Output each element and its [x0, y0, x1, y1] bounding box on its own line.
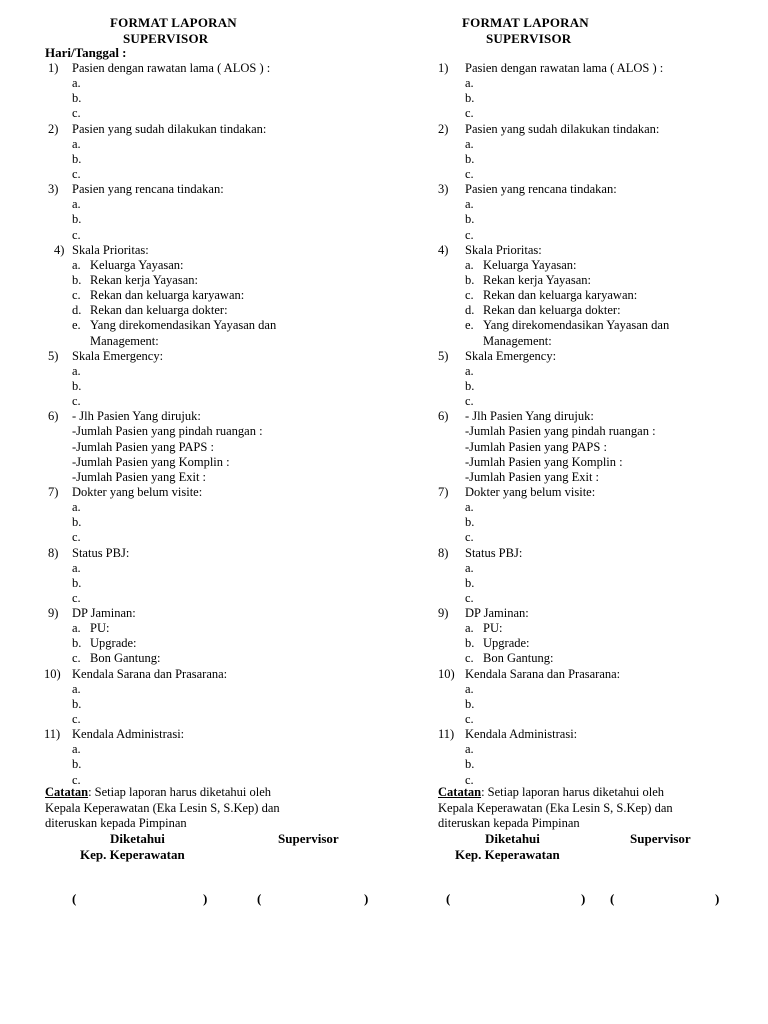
question-text: Status PBJ: — [465, 545, 523, 560]
question-item — [392, 485, 768, 500]
answer-text: Upgrade: — [483, 636, 530, 651]
question-text: Dokter yang belum visite: — [465, 484, 596, 499]
answer-letter: b. — [465, 636, 475, 651]
answer-text: Management: — [483, 333, 552, 348]
answer-text: Yang direkomendasikan Yayasan dan — [483, 318, 670, 333]
answer-letter: c. — [72, 590, 81, 605]
answer-letter: d. — [465, 303, 475, 318]
answer-line — [392, 152, 768, 167]
answer-letter: a. — [465, 742, 474, 757]
answer-line — [0, 394, 384, 409]
question-text: Pasien dengan rawatan lama ( ALOS ) : — [465, 61, 664, 75]
answer-letter: b. — [72, 575, 82, 590]
answer-line — [392, 212, 768, 227]
answer-line — [392, 258, 768, 273]
question-item — [392, 182, 768, 197]
question-number: 5) — [48, 348, 59, 363]
note-text: : Setiap laporan harus diketahui oleh — [88, 785, 271, 799]
answer-letter: c. — [465, 651, 474, 666]
answer-letter: c. — [465, 166, 474, 181]
answer-letter: a. — [465, 621, 474, 636]
question-item — [0, 243, 384, 258]
answer-letter: b. — [465, 151, 475, 166]
answer-line — [392, 228, 768, 243]
answer-line — [0, 591, 384, 606]
count-line — [0, 455, 384, 470]
answer-line — [392, 394, 768, 409]
signature-slot-close: ) — [581, 891, 586, 906]
answer-line — [0, 76, 384, 91]
answer-letter: d. — [72, 303, 82, 318]
answer-text: Rekan dan keluarga karyawan: — [483, 288, 638, 303]
question-text: Pasien dengan rawatan lama ( ALOS ) : — [72, 61, 271, 75]
answer-line — [0, 712, 384, 727]
signature-slot-close: ) — [715, 891, 720, 906]
answer-letter: c. — [465, 712, 474, 727]
answer-letter: b. — [72, 272, 82, 287]
question-number: 6) — [48, 409, 59, 424]
answer-letter: b. — [465, 696, 475, 711]
question-text: Dokter yang belum visite: — [72, 484, 203, 499]
answer-line — [392, 76, 768, 91]
question-number: 1) — [48, 61, 59, 75]
answer-line — [0, 561, 384, 576]
question-item — [392, 667, 768, 682]
answer-line — [0, 228, 384, 243]
answer-letter: a. — [72, 621, 81, 636]
note-text: diteruskan kepada Pimpinan — [438, 816, 580, 830]
answer-line — [392, 682, 768, 697]
count-text: -Jumlah Pasien yang Exit : — [465, 469, 600, 484]
answer-line — [0, 500, 384, 515]
answer-text: Upgrade: — [90, 636, 137, 651]
question-text: Kendala Sarana dan Prasarana: — [72, 666, 228, 681]
answer-line — [0, 152, 384, 167]
question-item — [392, 61, 768, 76]
answer-line — [0, 651, 384, 666]
answer-line — [392, 742, 768, 757]
answer-letter: a. — [465, 500, 474, 515]
question-item — [0, 182, 384, 197]
answer-line — [392, 530, 768, 545]
answer-letter: c. — [72, 288, 81, 303]
count-text: -Jumlah Pasien yang pindah ruangan : — [72, 424, 263, 439]
answer-line — [0, 137, 384, 152]
count-text: -Jumlah Pasien yang Exit : — [72, 469, 207, 484]
count-line — [392, 455, 768, 470]
answer-letter: a. — [465, 76, 474, 91]
answer-text: Management: — [90, 333, 159, 348]
answer-line — [0, 167, 384, 182]
question-number: 9) — [48, 606, 59, 621]
answer-text: Rekan dan keluarga karyawan: — [90, 288, 245, 303]
question-number: 2) — [438, 121, 449, 136]
answer-line — [0, 621, 384, 636]
answer-line — [0, 757, 384, 772]
answer-letter: a. — [72, 500, 81, 515]
answer-line — [0, 515, 384, 530]
question-number: 8) — [438, 545, 449, 560]
answer-line — [0, 334, 384, 349]
answer-line — [392, 636, 768, 651]
date-field-label: Hari/Tanggal : — [45, 45, 127, 60]
answer-text: Bon Gantung: — [90, 651, 161, 666]
note-label: Catatan — [438, 785, 482, 799]
signature-slot-open: ( — [446, 891, 451, 906]
answer-text: Keluarga Yayasan: — [90, 257, 184, 272]
question-item — [0, 122, 384, 137]
answer-letter: b. — [465, 378, 475, 393]
answer-text: Rekan dan keluarga dokter: — [483, 303, 621, 318]
answer-line — [0, 303, 384, 318]
count-line — [0, 440, 384, 455]
question-number: 10) — [44, 666, 61, 681]
question-number: 3) — [438, 182, 449, 197]
answer-letter: c. — [465, 772, 474, 787]
signature-slot-open: ( — [72, 891, 77, 906]
answer-line — [392, 303, 768, 318]
question-text: Kendala Sarana dan Prasarana: — [465, 666, 621, 681]
answer-line — [392, 273, 768, 288]
answer-letter: c. — [465, 106, 474, 121]
answer-letter: b. — [72, 378, 82, 393]
question-number: 6) — [438, 409, 449, 424]
question-number: 10) — [438, 666, 455, 681]
question-number: 4) — [438, 242, 449, 257]
question-text: - Jlh Pasien Yang dirujuk: — [72, 409, 201, 424]
question-item — [392, 349, 768, 364]
answer-text: Bon Gantung: — [483, 651, 554, 666]
answer-text: Rekan dan keluarga dokter: — [90, 303, 228, 318]
question-number: 11) — [438, 727, 455, 742]
answer-line — [0, 364, 384, 379]
count-line — [392, 424, 768, 439]
signature-slot-close: ) — [364, 891, 369, 906]
answer-line — [392, 364, 768, 379]
answer-letter: e. — [72, 318, 81, 333]
question-item — [392, 409, 768, 424]
answer-letter: a. — [465, 197, 474, 212]
question-list — [0, 61, 384, 788]
note-text: diteruskan kepada Pimpinan — [45, 816, 187, 830]
acknowledged-label: Diketahui — [110, 831, 165, 846]
answer-text: Rekan kerja Yayasan: — [483, 272, 591, 287]
form-title: FORMAT LAPORAN — [110, 15, 237, 30]
question-item — [0, 606, 384, 621]
form-title: FORMAT LAPORAN — [462, 15, 589, 30]
answer-letter: b. — [465, 272, 475, 287]
answer-letter: b. — [72, 515, 82, 530]
answer-letter: a. — [72, 681, 81, 696]
form-subtitle: SUPERVISOR — [486, 31, 572, 46]
question-number: 7) — [48, 484, 59, 499]
answer-letter: a. — [465, 257, 474, 272]
question-item — [0, 667, 384, 682]
question-number: 5) — [438, 348, 449, 363]
question-item — [0, 546, 384, 561]
question-number: 9) — [438, 606, 449, 621]
answer-line — [392, 288, 768, 303]
answer-line — [392, 621, 768, 636]
note-text: : Setiap laporan harus diketahui oleh — [481, 785, 664, 799]
answer-line — [0, 682, 384, 697]
answer-line — [0, 258, 384, 273]
answer-text: Keluarga Yayasan: — [483, 257, 577, 272]
supervisor-label: Supervisor — [278, 831, 339, 846]
supervisor-label: Supervisor — [630, 831, 691, 846]
answer-letter: a. — [72, 76, 81, 91]
question-item — [0, 727, 384, 742]
question-number: 2) — [48, 121, 59, 136]
question-number: 1) — [438, 61, 449, 75]
answer-text: PU: — [483, 621, 503, 636]
answer-letter: b. — [72, 636, 82, 651]
answer-letter: a. — [465, 136, 474, 151]
answer-letter: c. — [72, 394, 81, 409]
note-label: Catatan — [45, 785, 89, 799]
answer-letter: a. — [72, 560, 81, 575]
question-list — [392, 61, 768, 788]
answer-line — [392, 167, 768, 182]
answer-line — [392, 318, 768, 333]
question-number: 11) — [44, 727, 61, 742]
question-text: Pasien yang sudah dilakukan tindakan: — [465, 121, 660, 136]
question-item — [0, 409, 384, 424]
answer-line — [392, 379, 768, 394]
head-nurse-label: Kep. Keperawatan — [455, 847, 560, 862]
note-text: Kepala Keperawatan (Eka Lesin S, S.Kep) dan — [438, 800, 673, 815]
answer-line — [392, 697, 768, 712]
note-block — [45, 785, 365, 832]
question-text: Kendala Administrasi: — [465, 727, 578, 742]
answer-letter: b. — [72, 696, 82, 711]
answer-line — [0, 197, 384, 212]
count-line — [0, 424, 384, 439]
answer-line — [392, 561, 768, 576]
acknowledged-label: Diketahui — [485, 831, 540, 846]
answer-letter: b. — [465, 91, 475, 106]
question-text: Pasien yang rencana tindakan: — [465, 182, 617, 197]
signature-slot-close: ) — [203, 891, 208, 906]
answer-letter: b. — [465, 212, 475, 227]
answer-line — [0, 636, 384, 651]
answer-letter: a. — [465, 560, 474, 575]
answer-letter: a. — [465, 363, 474, 378]
answer-line — [392, 591, 768, 606]
question-text: Skala Prioritas: — [72, 242, 149, 257]
note-text: Kepala Keperawatan (Eka Lesin S, S.Kep) dan — [45, 800, 280, 815]
question-text: Pasien yang rencana tindakan: — [72, 182, 224, 197]
answer-line — [0, 742, 384, 757]
question-number: 8) — [48, 545, 59, 560]
answer-letter: c. — [465, 530, 474, 545]
head-nurse-label: Kep. Keperawatan — [80, 847, 185, 862]
answer-letter: a. — [465, 681, 474, 696]
answer-line — [0, 379, 384, 394]
count-line — [392, 440, 768, 455]
answer-letter: b. — [72, 757, 82, 772]
count-text: -Jumlah Pasien yang PAPS : — [72, 439, 214, 454]
question-number: 4) — [54, 242, 65, 257]
answer-line — [392, 515, 768, 530]
question-text: Skala Prioritas: — [465, 242, 542, 257]
answer-letter: c. — [72, 712, 81, 727]
answer-letter: b. — [72, 212, 82, 227]
answer-letter: c. — [72, 227, 81, 242]
answer-letter: c. — [72, 166, 81, 181]
answer-line — [392, 137, 768, 152]
answer-letter: c. — [465, 394, 474, 409]
question-item — [392, 546, 768, 561]
answer-text: Yang direkomendasikan Yayasan dan — [90, 318, 277, 333]
question-text: - Jlh Pasien Yang dirujuk: — [465, 409, 594, 424]
question-text: Skala Emergency: — [465, 348, 557, 363]
answer-line — [392, 576, 768, 591]
note-block — [438, 785, 758, 832]
answer-line — [392, 500, 768, 515]
question-item — [392, 727, 768, 742]
question-item — [392, 606, 768, 621]
answer-line — [0, 273, 384, 288]
answer-line — [0, 288, 384, 303]
answer-letter: a. — [72, 197, 81, 212]
answer-line — [392, 197, 768, 212]
answer-line — [0, 576, 384, 591]
answer-line — [0, 530, 384, 545]
count-text: -Jumlah Pasien yang Komplin : — [72, 454, 230, 469]
question-item — [0, 61, 384, 76]
answer-letter: b. — [72, 91, 82, 106]
answer-line — [0, 106, 384, 121]
question-text: Pasien yang sudah dilakukan tindakan: — [72, 121, 267, 136]
answer-letter: b. — [72, 151, 82, 166]
answer-letter: a. — [72, 742, 81, 757]
question-item — [392, 243, 768, 258]
question-text: Kendala Administrasi: — [72, 727, 185, 742]
answer-letter: b. — [465, 575, 475, 590]
answer-line — [392, 651, 768, 666]
answer-letter: a. — [72, 363, 81, 378]
count-line — [0, 470, 384, 485]
answer-text: Rekan kerja Yayasan: — [90, 272, 198, 287]
answer-line — [0, 212, 384, 227]
answer-line — [392, 757, 768, 772]
question-item — [0, 349, 384, 364]
answer-letter: a. — [72, 257, 81, 272]
answer-text: PU: — [90, 621, 110, 636]
answer-line — [392, 106, 768, 121]
signature-slot-open: ( — [610, 891, 615, 906]
count-line — [392, 470, 768, 485]
answer-line — [0, 697, 384, 712]
form-subtitle: SUPERVISOR — [123, 31, 209, 46]
count-text: -Jumlah Pasien yang PAPS : — [465, 439, 607, 454]
signature-slot-open: ( — [257, 891, 262, 906]
answer-line — [392, 334, 768, 349]
question-item — [392, 122, 768, 137]
count-text: -Jumlah Pasien yang pindah ruangan : — [465, 424, 656, 439]
answer-line — [392, 91, 768, 106]
answer-letter: c. — [72, 530, 81, 545]
answer-line — [0, 91, 384, 106]
answer-letter: c. — [465, 590, 474, 605]
answer-line — [392, 712, 768, 727]
question-item — [0, 485, 384, 500]
answer-letter: c. — [72, 651, 81, 666]
count-text: -Jumlah Pasien yang Komplin : — [465, 454, 623, 469]
answer-letter: b. — [465, 757, 475, 772]
answer-letter: e. — [465, 318, 474, 333]
answer-letter: a. — [72, 136, 81, 151]
question-number: 3) — [48, 182, 59, 197]
answer-line — [0, 318, 384, 333]
question-text: DP Jaminan: — [465, 606, 529, 621]
question-text: Status PBJ: — [72, 545, 130, 560]
answer-letter: c. — [465, 227, 474, 242]
question-text: DP Jaminan: — [72, 606, 136, 621]
answer-letter: b. — [465, 515, 475, 530]
question-text: Skala Emergency: — [72, 348, 164, 363]
answer-letter: c. — [72, 772, 81, 787]
answer-letter: c. — [72, 106, 81, 121]
question-number: 7) — [438, 484, 449, 499]
answer-letter: c. — [465, 288, 474, 303]
